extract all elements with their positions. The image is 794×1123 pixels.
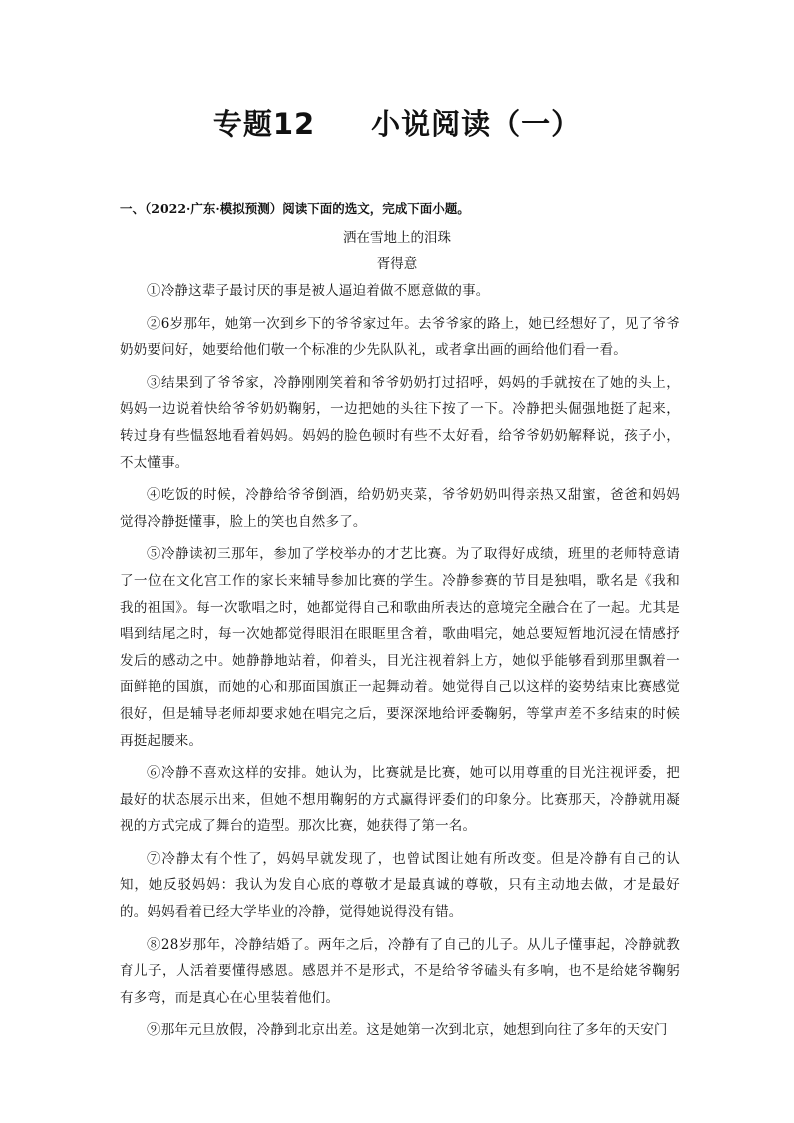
paragraph-8: ⑧28岁那年，冷静结婚了。两年之后，冷静有了自己的儿子。从儿子懂事起，冷静就教育儿子，人活着要懂得感恩。感恩并不是形式，不是给爷爷磕头有多响，也不是给姥爷鞠躬有多弯，而是真心在心里装着他们。	[120, 936, 680, 1006]
paragraph-3: ③结果到了爷爷家，冷静刚刚笑着和爷爷奶奶打过招呼，妈妈的手就按在了她的头上，妈妈一边说着快给爷爷奶奶鞠躬，一边把她的头往下按了一下。冷静把头倔强地挺了起来，转过身有些愠怒地看着妈妈。妈妈的脸色顿时有些不太好看，给爷爷奶奶解释说，孩子小，不太懂事。	[120, 374, 680, 471]
story-title: 洒在雪地上的泪珠	[343, 230, 451, 246]
document-title-topic: 专题12	[212, 107, 316, 141]
document-title-subject: 小说阅读（一）	[371, 107, 582, 141]
paragraph-4: ④吃饭的时候，冷静给爷爷倒酒，给奶奶夹菜，爷爷奶奶叫得亲热又甜蜜，爸爸和妈妈觉得冷静挺懂事，脸上的笑也自然多了。	[120, 487, 680, 530]
paragraph-7: ⑦冷静太有个性了，妈妈早就发现了，也曾试图让她有所改变。但是冷静有自己的认知，她反驳妈妈：我认为发自心底的尊敬才是最真诚的尊敬，只有主动地去做，才是最好的。妈妈看着已经大学毕业的冷静，觉得她说得没有错。	[120, 850, 680, 921]
story-body	[120, 278, 680, 1050]
paragraph-6: ⑥冷静不喜欢这样的安排。她认为，比赛就是比赛，她可以用尊重的目光注视评委，把最好的状态展示出来，但她不想用鞠躬的方式赢得评委们的印象分。比赛那天，冷静就用凝视的方式完成了舞台的造型。那次比赛，她获得了第一名。	[120, 765, 680, 835]
paragraph-2: ②6岁那年，她第一次到乡下的爷爷家过年。去爷爷家的路上，她已经想好了，见了爷爷奶奶要问好，她要给他们敬一个标准的少先队队礼，或者拿出画的画给他们看一看。	[120, 315, 680, 359]
paragraph-1: ①冷静这辈子最讨厌的事是被人逼迫着做不愿意做的事。	[147, 283, 490, 299]
paragraph-5: ⑤冷静读初三那年，参加了学校举办的才艺比赛。为了取得好成绩，班里的老师特意请了一位在文化宫工作的家长来辅导参加比赛的学生。冷静参赛的节目是独唱，歌名是《我和我的祖国》。每一次歌唱之时，她都觉得自己和歌曲所表达的意境完全融合在了一起。尤其是唱到结尾之时，每一次她都觉得眼泪在眼眶里含着，歌曲唱完，她总要短暂地沉浸在情感抒发后的感动之中。她静静地站着，仰着头，目光注视着斜上方，她似乎能够看到那里飘着一面鲜艳的国旗，而她的心和那面国旗正一起舞动着。她觉得自己以这样的姿势结束比赛感觉很好，但是辅导老师却要求她在唱完之后，要深深地给评委鞠躬，等掌声差不多结束的时候再挺起腰来。	[120, 546, 680, 749]
question-heading: 一、（2022·广东·模拟预测）阅读下面的选文，完成下面小题。	[120, 201, 470, 216]
paragraph-9: ⑨那年元旦放假，冷静到北京出差。这是她第一次到北京，她想到向往了多年的天安门	[147, 1022, 668, 1039]
story-author: 胥得意	[376, 256, 418, 272]
document-title	[0, 104, 794, 144]
